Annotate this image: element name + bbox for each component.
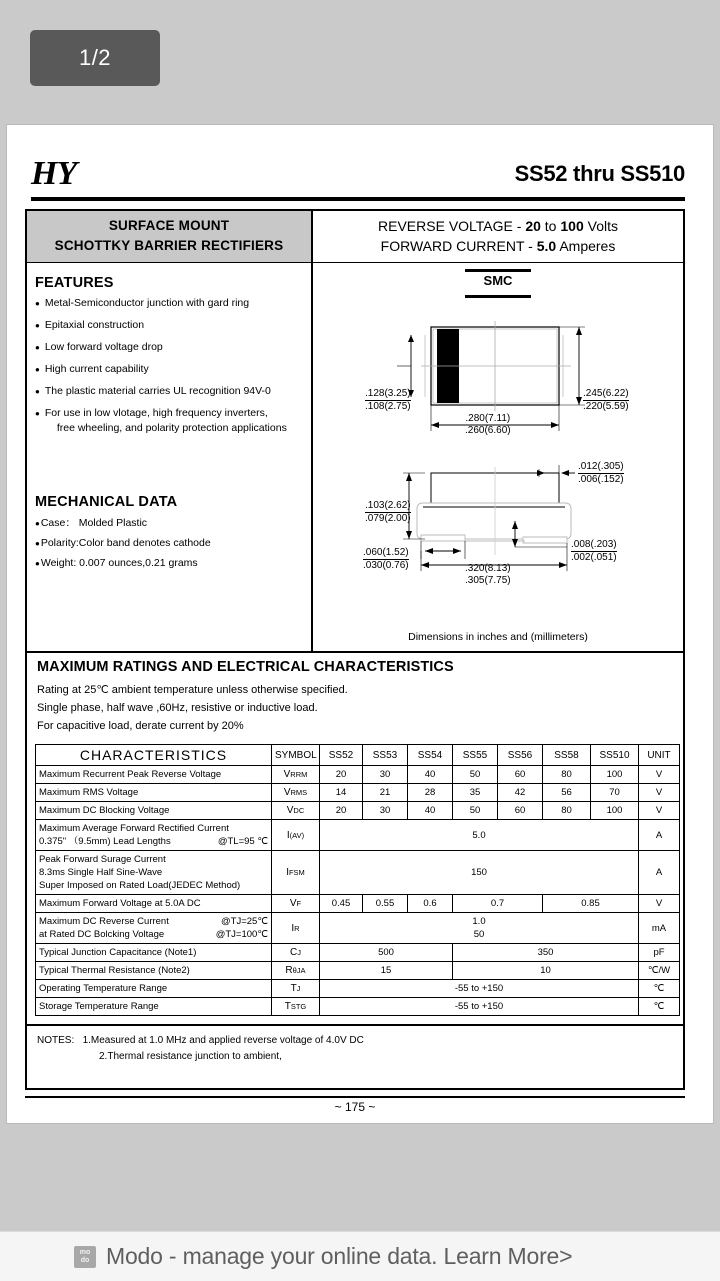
forward-current-value: 5.0 [536, 238, 557, 254]
table-row [36, 820, 680, 851]
page-number: ~ 175 ~ [334, 1100, 376, 1114]
row-value: 56 [543, 784, 591, 802]
symbol-subscript: F [296, 899, 302, 908]
row-unit: V [639, 802, 680, 820]
symbol-subscript: RMS [290, 788, 308, 797]
col-ss55: SS55 [453, 745, 498, 766]
row-value-25c: 1.0 [472, 916, 486, 927]
symbol-subscript: (AV) [289, 830, 305, 840]
modo-logo-bottom: do [80, 1256, 90, 1264]
symbol-subscript: FSM [288, 868, 305, 877]
row-characteristic-line3: Super Imposed on Rated Load(JEDEC Method) [39, 880, 241, 891]
features-and-package-box [25, 263, 685, 653]
row-unit: V [639, 895, 680, 913]
bullet-icon: ● [35, 387, 40, 396]
row-value: 0.7 [453, 895, 543, 913]
product-type-line1: SURFACE MOUNT [108, 218, 230, 233]
side-view-thickness-dim [365, 500, 411, 525]
row-value: 100 [591, 802, 639, 820]
row-value-span: 150 [320, 851, 639, 895]
title-band [25, 209, 685, 263]
rating-condition-line: Single phase, half wave ,60Hz, resistive or inductive load. [37, 702, 318, 714]
symbol-subscript: DC [293, 806, 305, 815]
package-name-label: SMC [483, 273, 513, 288]
note-1-text: 1.Measured at 1.0 MHz and applied reverse voltage of 4.0V DC [82, 1035, 364, 1046]
feature-text: The plastic material carries UL recognition 94V-0 [44, 385, 271, 397]
row-unit: ℃/W [639, 962, 680, 980]
note-2-text: 2.Thermal resistance junction to ambient, [99, 1051, 282, 1062]
side-view-foot-min: .030(0.76) [363, 560, 409, 571]
row-symbol: TJ [272, 980, 320, 998]
top-view-length-max: .280(7.11) [465, 413, 511, 424]
row-characteristic-line1: Peak Forward Surage Current [39, 854, 166, 865]
feature-text: High current capability [44, 363, 149, 375]
part-number-title: SS52 thru SS510 [514, 161, 685, 186]
row-symbol: CJ [272, 944, 320, 962]
col-symbol: SYMBOL [272, 745, 320, 766]
row-value: 14 [320, 784, 363, 802]
page-indicator-badge[interactable]: 1/2 [30, 30, 160, 86]
mechanical-item [35, 515, 303, 532]
symbol-subscript: J [297, 948, 301, 957]
row-characteristic-condition1: @TJ=25℃ [221, 916, 268, 927]
table-row [36, 895, 680, 913]
symbol-subscript: RRM [290, 770, 308, 779]
reverse-voltage-max: 100 [560, 218, 584, 234]
row-symbol: VRRM [272, 766, 320, 784]
row-unit: A [639, 820, 680, 851]
row-characteristic: Maximum DC Blocking Voltage [36, 802, 272, 820]
top-view-width-min: .220(5.59) [583, 401, 629, 412]
product-type-box [27, 211, 313, 262]
row-value: 0.85 [543, 895, 639, 913]
row-symbol: VDC [272, 802, 320, 820]
row-characteristic-line1: Maximum Average Forward Rectified Current [39, 823, 229, 834]
row-value-span: 5.0 [320, 820, 639, 851]
table-header-row [36, 745, 680, 766]
side-view-lead-thickness-max: .012(.305) [578, 461, 624, 472]
row-value-span: -55 to +150 [320, 998, 639, 1016]
row-value: 42 [498, 784, 543, 802]
characteristics-table [35, 744, 680, 1016]
col-characteristics: CHARACTERISTICS [36, 745, 272, 766]
row-value-100c: 50 [473, 929, 485, 940]
row-value: 350 [453, 944, 639, 962]
notes-box [25, 1026, 685, 1090]
row-symbol: IFSM [272, 851, 320, 895]
side-view-thickness-min: .079(2.00) [365, 513, 411, 524]
feature-item [35, 406, 303, 436]
row-value: 60 [498, 802, 543, 820]
feature-item [35, 318, 303, 333]
forward-current-summary [313, 236, 683, 256]
bullet-icon: ● [35, 321, 40, 330]
table-row [36, 913, 680, 944]
viewer-bottom-area [0, 1125, 720, 1231]
top-view-height-min: .108(2.75) [365, 401, 411, 412]
row-characteristic: Operating Temperature Range [36, 980, 272, 998]
side-view-foot-max: .060(1.52) [363, 547, 409, 558]
table-row [36, 851, 680, 895]
bullet-icon: ● [35, 365, 40, 374]
table-row [36, 980, 680, 998]
symbol-subscript: STG [290, 1002, 307, 1011]
side-view-overall-dim [465, 563, 511, 587]
side-view-foot-dim [363, 547, 409, 572]
rating-condition-line: For capacitive load, derate current by 20% [37, 720, 244, 732]
reverse-voltage-to: to [544, 218, 557, 234]
row-value-span [320, 913, 639, 944]
feature-item [35, 362, 303, 377]
col-unit: UNIT [639, 745, 680, 766]
row-value: 500 [320, 944, 453, 962]
row-characteristic: Maximum RMS Voltage [36, 784, 272, 802]
symbol-subscript: θJA [292, 966, 306, 975]
row-value: 40 [408, 802, 453, 820]
row-value: 80 [543, 766, 591, 784]
symbol-subscript: R [294, 923, 300, 933]
mechanical-item [35, 535, 303, 552]
hy-logo: HY [31, 155, 77, 192]
row-characteristic: Typical Thermal Resistance (Note2) [36, 962, 272, 980]
col-ss54: SS54 [408, 745, 453, 766]
row-value: 0.55 [363, 895, 408, 913]
side-view-overall-min: .305(7.75) [465, 575, 511, 586]
feature-item [35, 340, 303, 355]
row-value: 0.6 [408, 895, 453, 913]
row-value: 80 [543, 802, 591, 820]
row-symbol: IR [272, 913, 320, 944]
row-characteristic-line1: Maximum DC Reverse Current [39, 916, 169, 927]
feature-item [35, 296, 303, 311]
notes-line-1 [37, 1033, 673, 1049]
reverse-voltage-label: REVERSE VOLTAGE [378, 218, 513, 234]
row-unit: pF [639, 944, 680, 962]
row-characteristic-line2: 0.375" （9.5mm) Lead Lengths [39, 836, 171, 847]
reverse-voltage-unit: Volts [587, 218, 618, 234]
side-view-overall-max: .320(8.13) [465, 563, 511, 574]
row-characteristic-condition2: @TJ=100℃ [215, 929, 268, 940]
row-symbol: I(AV) [272, 820, 320, 851]
row-value: 0.45 [320, 895, 363, 913]
symbol-subscript: J [296, 984, 301, 993]
col-ss52: SS52 [320, 745, 363, 766]
row-characteristic [36, 820, 272, 851]
table-row [36, 784, 680, 802]
row-characteristic: Maximum Forward Voltage at 5.0A DC [36, 895, 272, 913]
row-characteristic: Storage Temperature Range [36, 998, 272, 1016]
feature-text: Low forward voltage drop [44, 341, 163, 353]
side-view-standoff-max: .008(.203) [571, 539, 617, 550]
top-view-height-max: .128(3.25) [365, 388, 411, 399]
table-row [36, 766, 680, 784]
mechanical-text: Case： Molded Plastic [40, 517, 148, 529]
side-view-lead-thickness-min: .006(.152) [578, 474, 624, 485]
row-value-span: -55 to +150 [320, 980, 639, 998]
bullet-icon: ● [35, 539, 40, 548]
smc-rule-bottom [465, 295, 531, 298]
row-unit: A [639, 851, 680, 895]
row-characteristic-condition: @TL=95 ℃ [217, 836, 268, 847]
row-value: 15 [320, 962, 453, 980]
row-symbol: VRMS [272, 784, 320, 802]
row-symbol: TSTG [272, 998, 320, 1016]
top-view-width-max: .245(6.22) [583, 388, 629, 399]
top-view-length-min: .260(6.60) [465, 425, 511, 436]
row-value: 10 [453, 962, 639, 980]
row-value: 20 [320, 766, 363, 784]
row-value: 70 [591, 784, 639, 802]
row-characteristic-line2: at Rated DC Bolcking Voltage [39, 929, 165, 940]
top-view-width-dim [583, 388, 629, 413]
feature-text-continued: free wheeling, and polarity protection applications [56, 422, 287, 434]
row-value: 100 [591, 766, 639, 784]
row-characteristic: Maximum Recurrent Peak Reverse Voltage [36, 766, 272, 784]
ratings-summary-box [313, 211, 683, 262]
package-drawing-column [313, 263, 683, 651]
row-value: 35 [453, 784, 498, 802]
bullet-icon: ● [35, 299, 40, 308]
reverse-voltage-dash: - [516, 218, 522, 234]
row-value: 30 [363, 802, 408, 820]
datasheet-sheet [25, 155, 685, 1114]
col-ss58: SS58 [543, 745, 591, 766]
row-value: 21 [363, 784, 408, 802]
row-unit: ℃ [639, 998, 680, 1016]
row-characteristic: Typical Junction Capacitance (Note1) [36, 944, 272, 962]
smc-rule-top [465, 269, 531, 272]
top-view-length-dim [465, 413, 511, 437]
product-type-line2: SCHOTTKY BARRIER RECTIFIERS [54, 238, 284, 253]
row-characteristic-line2: 8.3ms Single Half Sine-Wave [39, 867, 163, 878]
row-symbol: VF [272, 895, 320, 913]
top-view-height-dim [365, 388, 411, 413]
row-value: 20 [320, 802, 363, 820]
side-view-standoff-dim [571, 539, 617, 564]
viewer-toolbar [0, 0, 720, 118]
row-value: 60 [498, 766, 543, 784]
row-value: 50 [453, 802, 498, 820]
side-view-thickness-max: .103(2.62) [365, 500, 411, 511]
bullet-icon: ● [35, 409, 40, 418]
feature-item [35, 384, 303, 399]
ad-banner[interactable] [0, 1231, 720, 1281]
bullet-icon: ● [35, 559, 40, 568]
col-ss510: SS510 [591, 745, 639, 766]
reverse-voltage-min: 20 [525, 218, 541, 234]
feature-text: Metal-Semiconductor junction with gard ring [44, 297, 250, 309]
row-unit: mA [639, 913, 680, 944]
side-view-standoff-min: .002(.051) [571, 552, 617, 563]
dimensions-units-note: Dimensions in inches and (millimeters) [408, 631, 588, 643]
bullet-icon: ● [35, 519, 40, 528]
mechanical-item [35, 555, 303, 572]
datasheet-header [25, 155, 685, 201]
row-value: 30 [363, 766, 408, 784]
row-unit: ℃ [639, 980, 680, 998]
row-symbol: RθJA [272, 962, 320, 980]
row-value: 40 [408, 766, 453, 784]
mechanical-text: Polarity:Color band denotes cathode [40, 537, 211, 549]
table-row [36, 944, 680, 962]
row-unit: V [639, 784, 680, 802]
table-row [36, 802, 680, 820]
row-unit: V [639, 766, 680, 784]
modo-logo-top: mo [79, 1248, 91, 1256]
row-value: 50 [453, 766, 498, 784]
notes-label: NOTES: [37, 1035, 75, 1046]
forward-current-label: FORWARD CURRENT - [380, 238, 533, 254]
features-heading: FEATURES [35, 275, 114, 291]
notes-line-2 [37, 1049, 673, 1065]
modo-logo-icon [74, 1246, 96, 1268]
ad-text[interactable]: Modo - manage your online data. Learn More> [106, 1243, 573, 1269]
row-characteristic [36, 851, 272, 895]
mechanical-text: Weight: 0.007 ounces,0.21 grams [40, 557, 198, 569]
mechanical-heading: MECHANICAL DATA [35, 494, 178, 510]
features-column [27, 263, 313, 651]
side-view-lead-thickness-dim [578, 461, 624, 486]
col-ss56: SS56 [498, 745, 543, 766]
row-characteristic [36, 913, 272, 944]
maximum-ratings-box [25, 653, 685, 1026]
forward-current-unit: Amperes [559, 238, 616, 254]
mechanical-data-block [35, 494, 303, 572]
bullet-icon: ● [35, 343, 40, 352]
maximum-ratings-heading: MAXIMUM RATINGS AND ELECTRICAL CHARACTERISTICS [37, 659, 454, 675]
document-page[interactable] [6, 124, 714, 1124]
header-rule [31, 197, 685, 201]
row-value: 28 [408, 784, 453, 802]
feature-text: Epitaxial construction [44, 319, 145, 331]
rating-condition-line: Rating at 25℃ ambient temperature unless otherwise specified. [37, 684, 348, 696]
table-row [36, 962, 680, 980]
feature-text: For use in low vlotage, high frequency inverters, [44, 407, 268, 419]
reverse-voltage-summary [313, 216, 683, 236]
col-ss53: SS53 [363, 745, 408, 766]
table-row [36, 998, 680, 1016]
